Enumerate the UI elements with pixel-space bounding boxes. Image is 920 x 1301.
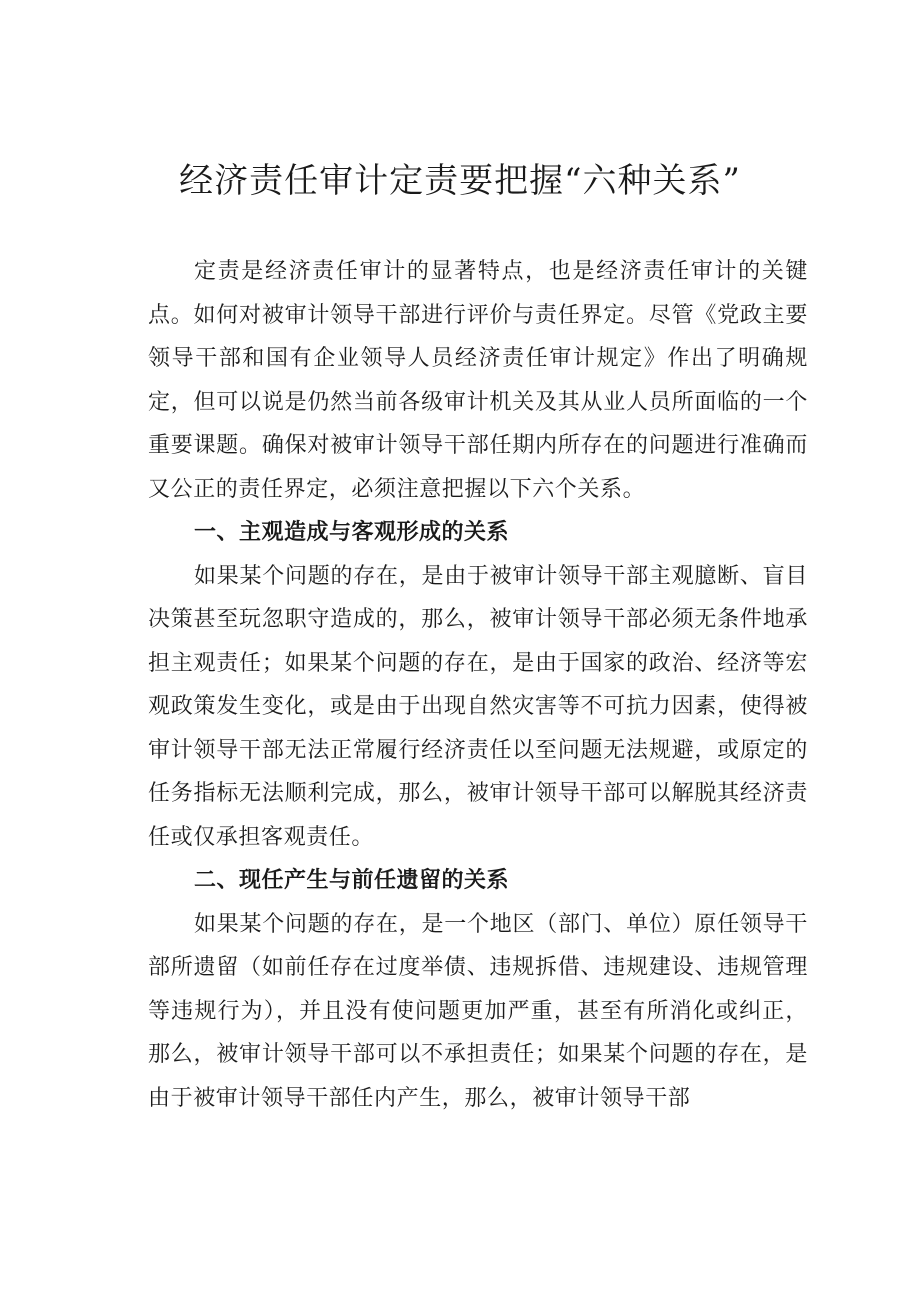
section-paragraph-1: 如果某个问题的存在，是由于被审计领导干部主观臆断、盲目决策甚至玩忽职守造成的，那么，被审计领导干部必须无条件地承担主观责任；如果某个问题的存在，是由于国家的政治、经济等宏观政策发生变化，或是由于出现自然灾害等不可抗力因素，使得被审计领导干部无法正常履行经济责任以至问题无法规避，或原定的任务指标无法顺利完成，那么，被审计领导干部可以解脱其经济责任或仅承担客观责任。: [148, 563, 808, 850]
section-heading-1: 一、主观造成与客观形成的关系: [194, 520, 510, 545]
section-heading-2: 二、现任产生与前任遗留的关系: [194, 868, 510, 893]
document-body: [148, 250, 808, 1120]
document-title: 经济责任审计定责要把握“六种关系”: [179, 161, 741, 201]
intro-paragraph: 定责是经济责任审计的显著特点，也是经济责任审计的关键点。如何对被审计领导干部进行评价与责任界定。尽管《党政主要领导干部和国有企业领导人员经济责任审计规定》作出了明确规定，但可以说是仍然当前各级审计机关及其从业人员所面临的一个重要课题。确保对被审计领导干部任期内所存在的问题进行准确而又公正的责任界定，必须注意把握以下六个关系。: [148, 259, 808, 502]
section-paragraph-2: 如果某个问题的存在，是一个地区（部门、单位）原任领导干部所遗留（如前任存在过度举债、违规拆借、违规建设、违规管理等违规行为），并且没有使问题更加严重，甚至有所消化或纠正，那么，被审计领导干部可以不承担责任；如果某个问题的存在，是由于被审计领导干部任内产生，那么，被审计领导干部: [148, 911, 808, 1111]
